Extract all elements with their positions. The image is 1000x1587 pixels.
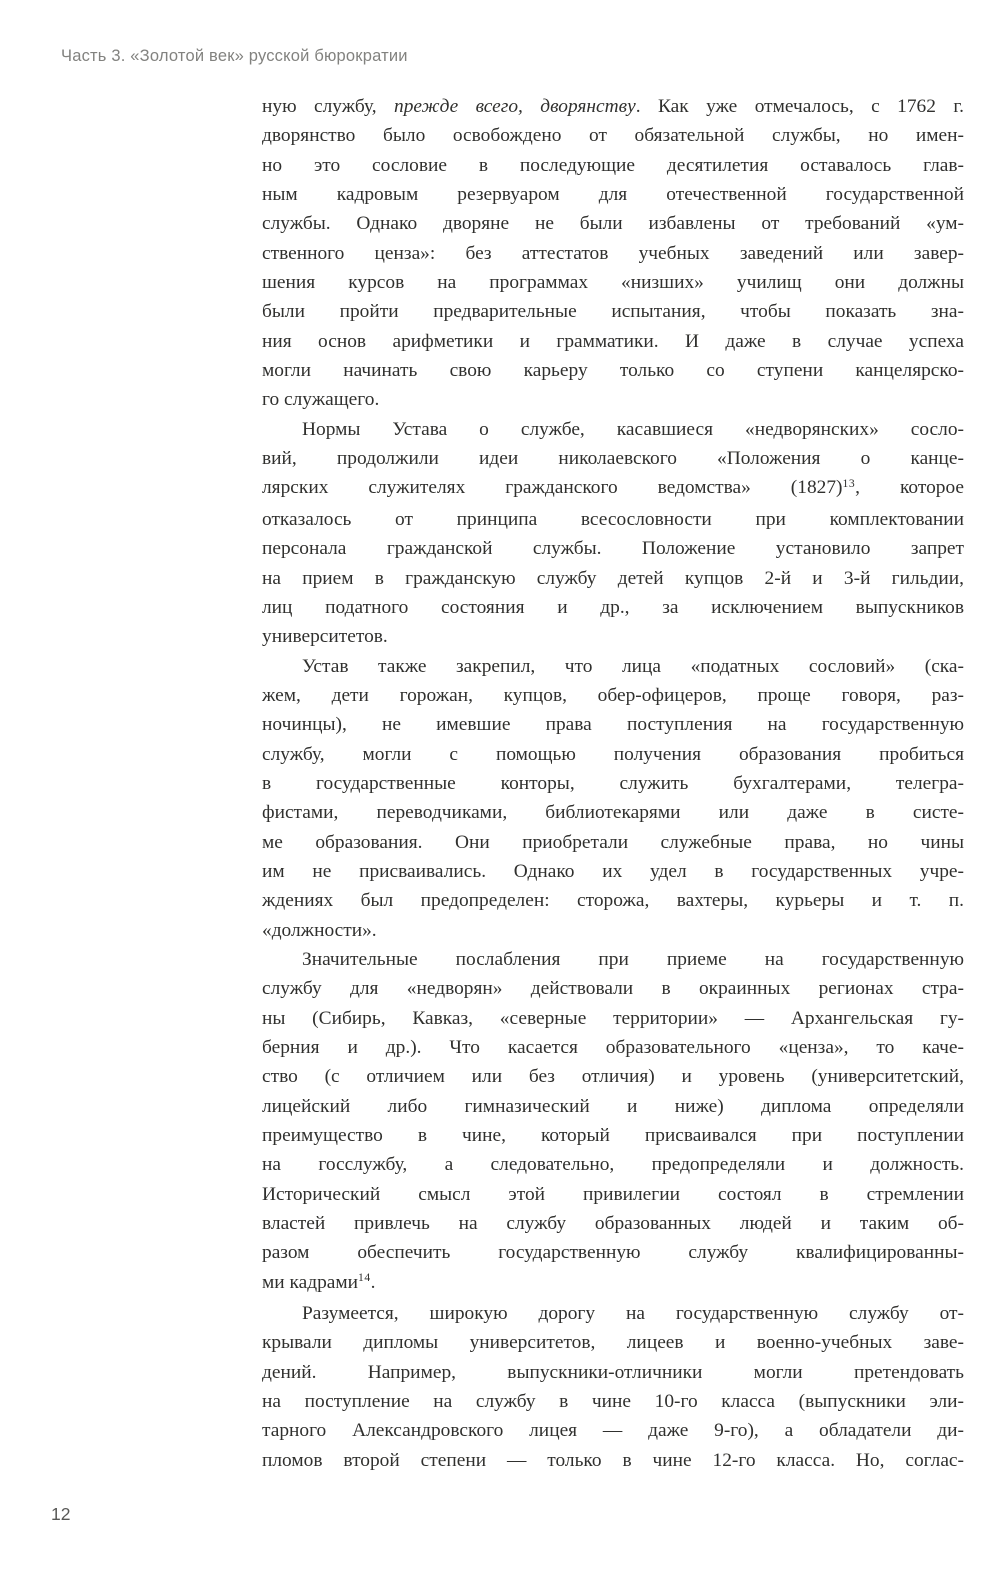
text-block (262, 92, 964, 1475)
text-segment: но это сословие в последующие десятилетия оставалось глав- (262, 154, 964, 176)
text-line (262, 268, 964, 297)
text-line (262, 769, 964, 798)
text-line (262, 1033, 964, 1062)
footnote-ref: 13 (842, 477, 856, 491)
text-segment: Исторический смысл этой привилегии состоял в стремлении (262, 1183, 964, 1205)
text-line (262, 1209, 964, 1238)
text-segment: на госслужбу, а следовательно, предопределяли и должность. (262, 1154, 964, 1176)
text-line (262, 1150, 964, 1179)
text-segment: службу для «недворян» действовали в окраинных регионах стра- (262, 978, 964, 1000)
text-segment: лиц податного состояния и др., за исключением выпускников (262, 596, 964, 618)
text-segment: дений. Например, выпускники-отличники могли претендовать (262, 1361, 964, 1383)
text-line (262, 180, 964, 209)
text-line (262, 356, 964, 385)
text-segment: службу, могли с помощью получения образования пробиться (262, 743, 964, 765)
text-segment: отказалось от принципа всесословности при комплектовании (262, 508, 964, 530)
text-segment: в государственные конторы, служить бухгалтерами, телегра- (262, 772, 964, 794)
text-line (262, 1180, 964, 1209)
text-line (262, 886, 964, 915)
text-line (262, 945, 964, 974)
text-line (262, 1121, 964, 1150)
text-line (262, 151, 964, 180)
text-line (262, 593, 964, 622)
text-line (262, 534, 964, 563)
text-line (262, 209, 964, 238)
text-line (262, 1328, 964, 1357)
paragraph (262, 92, 964, 415)
text-segment: тарного Александровского лицея — даже 9-го), а обладатели ди- (262, 1420, 964, 1442)
text-line (262, 1004, 964, 1033)
text-segment: лярских служителях гражданского ведомства» (1827) (262, 477, 843, 499)
paragraph (262, 415, 964, 652)
text-segment: ны (Сибирь, Кавказ, «северные территории» — Архангельская гу- (262, 1007, 964, 1029)
text-line (262, 415, 964, 444)
text-segment: разом обеспечить государственную службу квалифицированны- (262, 1242, 964, 1264)
text-line (262, 1446, 964, 1475)
text-segment: были пройти предварительные испытания, чтобы показать зна- (262, 301, 964, 323)
text-segment: на поступление на службу в чине 10-го класса (выпускники эли- (262, 1391, 964, 1413)
text-segment: «должности». (262, 919, 377, 941)
text-segment: университетов. (262, 626, 388, 648)
text-line (262, 1416, 964, 1445)
page-number: 12 (51, 1504, 71, 1524)
text-segment: ния основ арифметики и грамматики. И даже в случае успеха (262, 330, 964, 352)
text-line (262, 505, 964, 534)
text-line (262, 1092, 964, 1121)
text-line (262, 1387, 964, 1416)
text-segment: Значительные послабления при приеме на государственную (302, 948, 964, 970)
text-segment: лицейский либо гимназический и ниже) диплома определяли (262, 1095, 964, 1117)
text-segment: ственного ценза»: без аттестатов учебных заведений или завер- (262, 242, 964, 264)
text-line (262, 92, 964, 121)
text-line (262, 740, 964, 769)
text-segment: . (370, 1271, 376, 1293)
footnote-ref: 14 (358, 1271, 371, 1285)
text-line (262, 1299, 964, 1328)
text-line (262, 1238, 964, 1267)
text-line (262, 473, 964, 504)
text-line (262, 385, 964, 414)
text-segment: пломов второй степени — только в чине 12-го класса. Но, соглас- (262, 1449, 964, 1471)
text-segment: Нормы Устава о службе, касавшиеся «недворянских» сосло- (302, 418, 964, 440)
text-segment: преимущество в чине, который присваивался при поступлении (262, 1125, 964, 1147)
text-line (262, 974, 964, 1003)
text-segment: ми кадрами (262, 1271, 359, 1293)
text-line (262, 121, 964, 150)
text-line (262, 297, 964, 326)
text-segment: прежде всего, дворянству (394, 96, 636, 117)
text-line (262, 1268, 964, 1299)
text-line (262, 564, 964, 593)
text-line (262, 916, 964, 945)
text-segment: им не присваивались. Однако их удел в государственных учре- (262, 860, 964, 882)
text-line (262, 327, 964, 356)
text-segment: ную службу, (262, 96, 395, 117)
text-line (262, 622, 964, 651)
text-segment: ночинцы), не имевшие права поступления на государственную (262, 714, 964, 736)
text-segment: на прием в гражданскую службу детей купцов 2-й и 3-й гильдии, (262, 567, 964, 589)
paragraph (262, 652, 964, 945)
text-line (262, 710, 964, 739)
text-line (262, 444, 964, 473)
text-segment: вий, продолжили идеи николаевского «Положения о канце- (262, 448, 964, 470)
text-segment: . Как уже отмечалось, с 1762 г. (635, 96, 964, 117)
text-segment: фистами, переводчиками, библиотекарями или даже в систе- (262, 802, 964, 824)
text-segment: персонала гражданской службы. Положение установило запрет (262, 538, 964, 560)
text-segment: жем, дети горожан, купцов, обер-офицеров, проще говоря, раз- (262, 684, 964, 706)
text-segment: дворянство было освобождено от обязательной службы, но имен- (262, 125, 964, 147)
text-segment: ждениях был предопределен: сторожа, вахтеры, курьеры и т. п. (262, 890, 964, 912)
running-header: Часть 3. «Золотой век» русской бюрократии (61, 47, 408, 65)
text-segment: берния и др.). Что касается образовательного «ценза», то каче- (262, 1037, 964, 1058)
text-segment: ным кадровым резервуаром для отечественной государственной (262, 184, 964, 206)
text-line (262, 828, 964, 857)
text-segment: властей привлечь на службу образованных людей и таким об- (262, 1213, 964, 1235)
text-segment: ство (с отличием или без отличия) и уровень (университетский, (262, 1066, 964, 1088)
text-segment: Разумеется, широкую дорогу на государственную службу от- (302, 1303, 964, 1325)
text-segment: Устав также закрепил, что лица «податных сословий» (ска- (302, 655, 964, 677)
text-line (262, 239, 964, 268)
text-segment: ме образования. Они приобретали служебные права, но чины (262, 831, 964, 853)
paragraph (262, 945, 964, 1299)
text-line (262, 798, 964, 827)
text-line (262, 857, 964, 886)
text-segment: службы. Однако дворяне не были избавлены от требований «ум- (262, 213, 964, 235)
text-segment: могли начинать свою карьеру только со ступени канцелярско- (262, 360, 964, 382)
text-segment: шения курсов на программах «низших» училищ они должны (262, 272, 964, 294)
text-segment: крывали дипломы университетов, лицеев и военно-учебных заве- (262, 1332, 964, 1354)
paragraph (262, 1299, 964, 1475)
text-line (262, 1062, 964, 1091)
text-segment: го служащего. (262, 389, 380, 411)
text-line (262, 1358, 964, 1387)
text-line (262, 652, 964, 681)
text-segment: , которое (855, 477, 964, 499)
text-line (262, 681, 964, 710)
